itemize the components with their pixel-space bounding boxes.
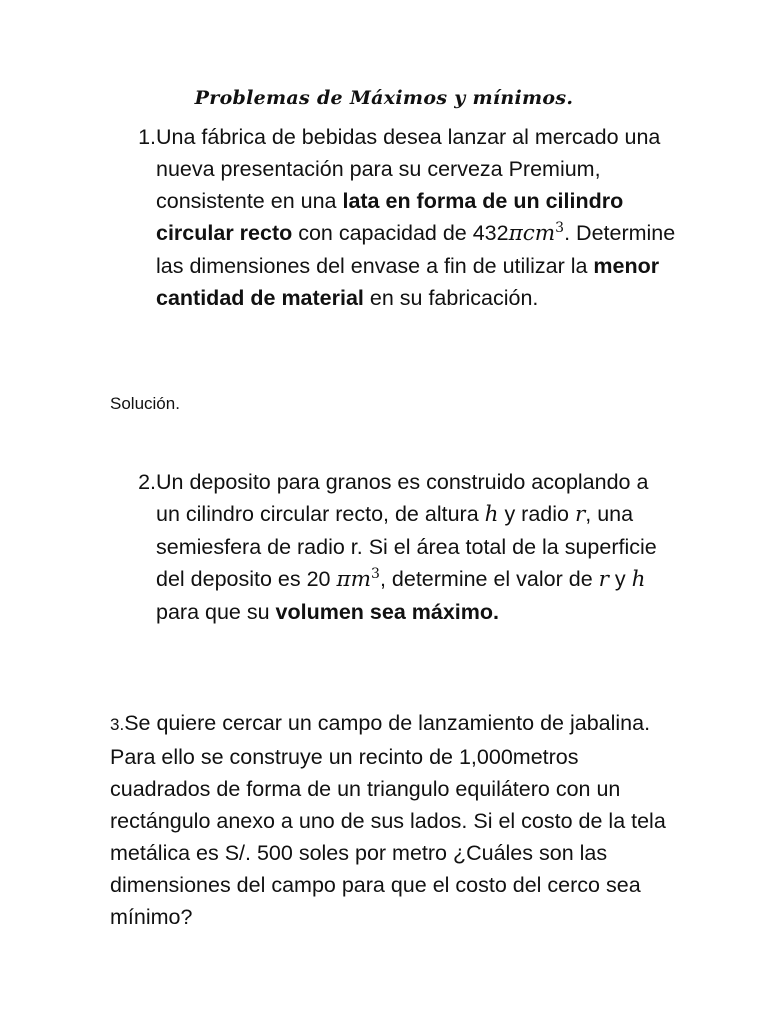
problem-1-text-a: Una fábrica de bebidas desea lanzar al mercado una nueva presentación para su cerveza Premium, consistente en una: [156, 125, 661, 213]
problem-2-bold: volumen sea máximo.: [275, 600, 499, 624]
problem-2-text-d: , determine el valor de: [379, 567, 599, 591]
problem-2-exponent: 3: [371, 565, 380, 582]
problem-1-bold-b: menor cantidad de material: [156, 254, 660, 310]
problem-1-number: 1.: [138, 125, 156, 149]
problem-1-text-b: con capacidad de 432: [292, 221, 509, 245]
problem-2-text-c: , una semiesfera de radio r. Si el área total de la superficie del deposito es 20: [156, 502, 657, 591]
problem-2-text-e: y: [608, 567, 632, 591]
problem-2-text-a: Un deposito para granos es construido acoplando a un cilindro circular recto, de altura: [156, 470, 649, 526]
problem-2-number: 2.: [138, 470, 156, 494]
problem-2-math-r: r: [574, 502, 586, 527]
problem-2-text: [156, 466, 676, 628]
problem-3: [110, 707, 670, 933]
solution-label: Solución.: [110, 394, 180, 413]
problem-1-text: [156, 121, 676, 314]
problem-1-text-d: en su fabricación.: [363, 286, 539, 310]
problem-2-math-r2: r: [598, 567, 609, 592]
problem-2-math-h2: h: [631, 567, 646, 592]
problem-1-text-c: . Determine las dimensiones del envase a fin de utilizar la: [156, 221, 676, 278]
problem-3-text: Se quiere cercar un campo de lanzamiento de jabalina. Para ello se construye un recinto de 1,000metros cuadrados de forma de un triangulo equilátero con un rectángulo anexo a uno de sus lados. Si el costo de la tela metálica es S/. 500 soles por metro ¿Cuáles son las dimensiones del campo para que el costo del cerco sea mínimo?: [110, 711, 666, 929]
problem-1-exponent: 3: [555, 219, 565, 236]
problem-1-math: πcm: [508, 221, 556, 246]
problem-2-text-b: y radio: [498, 502, 575, 526]
problem-2-math-h: h: [484, 502, 499, 527]
problem-2-math-pim: πm: [336, 567, 372, 592]
document-title: Problemas de Máximos y mínimos.: [194, 87, 574, 109]
problem-3-number: 3.: [110, 715, 125, 734]
problem-2-text-f: para que su: [156, 600, 276, 624]
problem-1-bold-a: lata en forma de un cilindro circular recto: [156, 189, 624, 245]
